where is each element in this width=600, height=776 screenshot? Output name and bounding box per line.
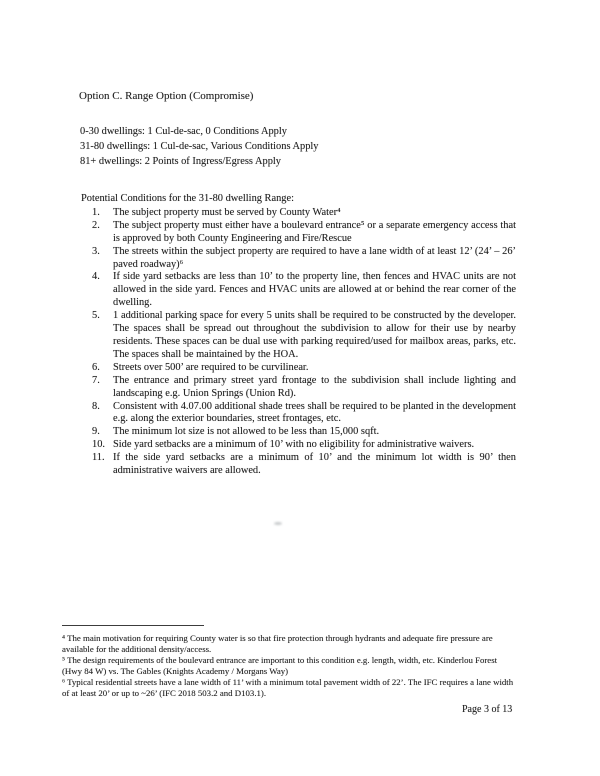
page-number: Page 3 of 13 — [462, 704, 513, 715]
list-item — [81, 452, 516, 478]
list-item-number: 3. — [92, 245, 100, 257]
list-item — [81, 401, 516, 427]
list-item-number: 5. — [92, 310, 100, 322]
footnote: ⁵ The design requirements of the boulevard entrance are important to this condition e.g. length, width, etc. Kinderlou Forest (Hwy 84 W) vs. The Gables (Knights Academy / Morgans Way) — [62, 655, 498, 676]
footnote: ⁶ Typical residential streets have a lane width of 11’ with a minimum total pavement width of 22’. The IFC requires a lane width of at least 20’ or up to ~26’ (IFC 2018 503.2 and D103.1). — [62, 677, 514, 698]
list-item-text: Side yard setbacks are a minimum of 10’ with no eligibility for administrative waivers. — [113, 439, 475, 451]
scan-artifact-dot — [274, 522, 282, 525]
list-item — [81, 310, 516, 362]
footnotes-section — [62, 625, 514, 699]
list-item — [81, 439, 516, 452]
list-item-text: If the side yard setbacks are a minimum of 10’ and the minimum lot width is 90’ then administrative waivers are allowed. — [113, 452, 516, 477]
list-item-number: 11. — [92, 452, 105, 464]
list-item-number: 8. — [92, 400, 100, 412]
dwelling-rule-line: 81+ dwellings: 2 Points of Ingress/Egress Apply — [80, 156, 281, 168]
list-item-text: If side yard setbacks are less than 10’ to the property line, then fences and HVAC units are not allowed in the side yard. Fences and HVAC units are allowed at or behind the rear corner of the dwelling. — [113, 271, 516, 309]
list-item-text: The minimum lot size is not allowed to be less than 15,000 sqft. — [113, 426, 380, 438]
list-item-number: 7. — [92, 374, 100, 386]
list-item — [81, 207, 516, 220]
list-item — [81, 220, 516, 246]
list-item — [81, 362, 516, 375]
list-item-text: The streets within the subject property are required to have a lane width of at least 12’ (24’ – 26’ paved roadway)⁶ — [113, 245, 516, 270]
list-item-number: 9. — [92, 426, 100, 438]
list-item-number: 2. — [92, 219, 100, 231]
dwelling-rules — [80, 124, 319, 170]
footnote: ⁴ The main motivation for requiring County water is so that fire protection through hydrants and adequate fire pressure are available for the additional density/access. — [62, 633, 493, 654]
list-item-text: The subject property must either have a boulevard entrance⁵ or a separate emergency access that is approved by both County Engineering and Fire/Rescue — [113, 219, 516, 244]
conditions-heading: Potential Conditions for the 31-80 dwelling Range: — [81, 193, 294, 204]
list-item — [81, 271, 516, 310]
list-item-text: 1 additional parking space for every 5 units shall be required to be constructed by the developer. The spaces shall be spread out throughout the subdivision to allow for their use by nearby residents. These spaces can be dual use with parking required/used for mailbox areas, parks, etc. The spaces shall be maintained by the HOA. — [113, 310, 516, 360]
list-item-number: 4. — [92, 271, 100, 283]
list-item-number: 10. — [92, 439, 105, 451]
conditions-list — [81, 207, 516, 478]
document-title: Option C. Range Option (Compromise) — [79, 90, 254, 102]
list-item-text: The entrance and primary street yard frontage to the subdivision shall include lighting and landscaping e.g. Union Springs (Union Rd). — [113, 374, 516, 399]
list-item — [81, 246, 516, 272]
list-item-text: The subject property must be served by County Water⁴ — [113, 206, 341, 218]
footnote-separator — [62, 625, 204, 626]
list-item-number: 1. — [92, 206, 100, 218]
list-item-text: Streets over 500’ are required to be curvilinear. — [113, 361, 309, 373]
conditions-section — [81, 193, 516, 478]
list-item — [81, 426, 516, 439]
dwelling-rule-line: 0-30 dwellings: 1 Cul-de-sac, 0 Conditions Apply — [80, 126, 287, 137]
list-item-number: 6. — [92, 361, 100, 373]
dwelling-rule-line: 31-80 dwellings: 1 Cul-de-sac, Various Conditions Apply — [80, 141, 319, 153]
list-item-text: Consistent with 4.07.00 additional shade trees shall be required to be planted in the development e.g. along the exterior boundaries, street frontages, etc. — [113, 400, 516, 425]
list-item — [81, 375, 516, 401]
